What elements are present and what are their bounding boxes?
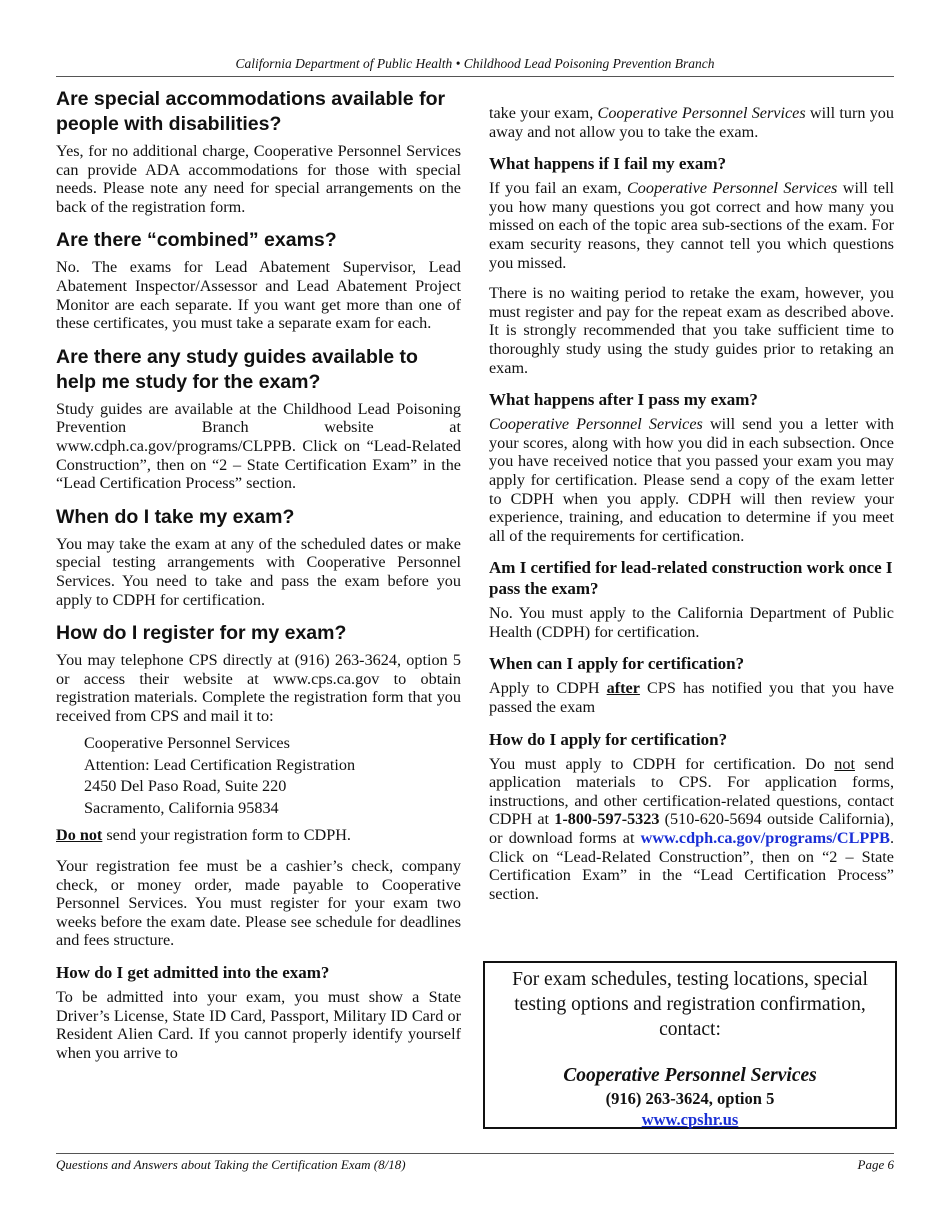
answer-when-take-exam: You may take the exam at any of the scheduled dates or make special testing arrangements with Cooperative Personnel Services. You need to take and pass the exam before you apply to CDPH for certification. bbox=[56, 534, 461, 609]
answer-pass-exam: Cooperative Personnel Services will send you a letter with your scores, along with how you did in each subsection. Once you have received notice that you passed your exam you may apply for certification. Please send a copy of the exam letter to CDPH when you apply. CDPH will then review your experience, training, and education to determine if you meet all of the requirements for certification. bbox=[489, 415, 894, 545]
contact-box bbox=[483, 961, 897, 1129]
address-line: Sacramento, California 95834 bbox=[84, 798, 279, 817]
left-column bbox=[56, 87, 461, 1074]
question-combined-exams: Are there “combined” exams? bbox=[56, 229, 337, 252]
answer-when-apply: Apply to CDPH after CPS has notified you that you have passed the exam bbox=[489, 679, 894, 717]
answer-admitted: To be admitted into your exam, you must show a State Driver’s License, State ID Card, Passport, Military ID Card or Resident Alien Card. If you cannot properly identify yourself when you arrive to bbox=[56, 988, 461, 1062]
question-how-apply: How do I apply for certification? bbox=[489, 729, 728, 749]
question-register: How do I register for my exam? bbox=[56, 622, 347, 645]
contact-intro: For exam schedules, testing locations, special testing options and registration confirmation, contact: bbox=[512, 969, 868, 1040]
question-certified: Am I certified for lead-related construction work once I pass the exam? bbox=[489, 558, 893, 599]
donot-emphasis: Do not bbox=[56, 826, 103, 845]
answer-combined-exams: No. The exams for Lead Abatement Supervisor, Lead Abatement Inspector/Assessor and Lead Abatement Project Monitor are each separate. If you want get more than one of these certificates, you must take a separate exam for each. bbox=[56, 258, 461, 333]
contact-website-link[interactable]: www.cpshr.us bbox=[641, 1110, 739, 1129]
question-admitted: How do I get admitted into the exam? bbox=[56, 963, 330, 983]
not-emphasis: not bbox=[834, 754, 855, 773]
question-when-take-exam: When do I take my exam? bbox=[56, 505, 295, 528]
registration-fee-info: Your registration fee must be a cashier’s check, company check, or money order, made payable to Cooperative Personnel Services. You must register for your exam two weeks before the exam date. Please see schedule for deadlines and fees structure. bbox=[56, 857, 461, 950]
answer-study-guides: Study guides are available at the Childhood Lead Poisoning Prevention Branch website at www.cdph.ca.gov/programs/CLPPB. Click on “Lead-Related Construction”, then on “2 – State Certification Exam” in the “Lead Certification Process” section. bbox=[56, 399, 461, 493]
answer-how-apply: You must apply to CDPH for certification. Do not send application materials to CPS. For application forms, instructions, and other certification-related questions, contact CDPH at 1-800-597-5323 (510-620-5694 outside California), or download forms at www.cdph.ca.gov/programs/CLPPB. Click on “Lead-Related Construction”, then on “2 – State Certification Exam” in the “Lead Certification Process” section. bbox=[489, 754, 895, 903]
answer-register: You may telephone CPS directly at (916) 263-3624, option 5 or access their website at www.cps.ca.gov to obtain registration materials. Complete the registration form that you received from CPS and mail it to: bbox=[56, 651, 461, 725]
contact-phone: (916) 263-3624, option 5 bbox=[605, 1089, 775, 1108]
cdph-phone: 1-800-597-5323 bbox=[554, 810, 660, 829]
after-emphasis: after bbox=[606, 679, 640, 698]
question-study-guides: Are there any study guides available to help me study for the exam? bbox=[56, 345, 418, 393]
page-footer bbox=[56, 1153, 894, 1176]
answer-accommodations: Yes, for no additional charge, Cooperative Personnel Services can provide ADA accommodations for those with special needs. Please note any need for special arrangements on the back of the registration form. bbox=[56, 142, 461, 216]
answer-retake-exam: There is no waiting period to retake the exam, however, you must register and pay for the repeat exam as described above. It is strongly recommended that you take sufficient time to thoroughly study using the study guides prior to retaking an exam. bbox=[489, 284, 894, 377]
answer-certified: No. You must apply to the California Department of Public Health (CDPH) for certification. bbox=[489, 604, 894, 641]
cdph-website-link[interactable]: www.cdph.ca.gov/programs/CLPPB bbox=[640, 829, 890, 848]
address-line: Attention: Lead Certification Registration bbox=[84, 755, 356, 774]
footer-title: Questions and Answers about Taking the Certification Exam (8/18) bbox=[56, 1157, 406, 1172]
answer-fail-exam: If you fail an exam, Cooperative Personnel Services will tell you how many questions you got correct and how many you missed on each of the topic area sub-sections of the exam. For exam security reasons, they cannot tell you which questions you missed. bbox=[489, 179, 895, 272]
page-number: Page 6 bbox=[857, 1157, 894, 1172]
question-pass-exam: What happens after I pass my exam? bbox=[489, 390, 758, 410]
header-title: California Department of Public Health • Childhood Lead Poisoning Prevention Branch bbox=[235, 56, 715, 71]
donot-send-notice: Do not send your registration form to CDPH. bbox=[56, 826, 351, 845]
address-line: Cooperative Personnel Services bbox=[84, 734, 290, 753]
contact-org: Cooperative Personnel Services bbox=[563, 1065, 817, 1086]
mailing-address bbox=[84, 733, 461, 819]
right-column bbox=[489, 87, 894, 915]
question-accommodations: Are special accommodations available for people with disabilities? bbox=[56, 88, 446, 135]
page-header bbox=[56, 54, 894, 77]
address-line: 2450 Del Paso Road, Suite 220 bbox=[84, 777, 287, 796]
question-fail-exam: What happens if I fail my exam? bbox=[489, 154, 727, 174]
question-when-apply: When can I apply for certification? bbox=[489, 654, 745, 674]
answer-admitted-continued: take your exam, Cooperative Personnel Services will turn you away and not allow you to take the exam. bbox=[489, 104, 894, 141]
